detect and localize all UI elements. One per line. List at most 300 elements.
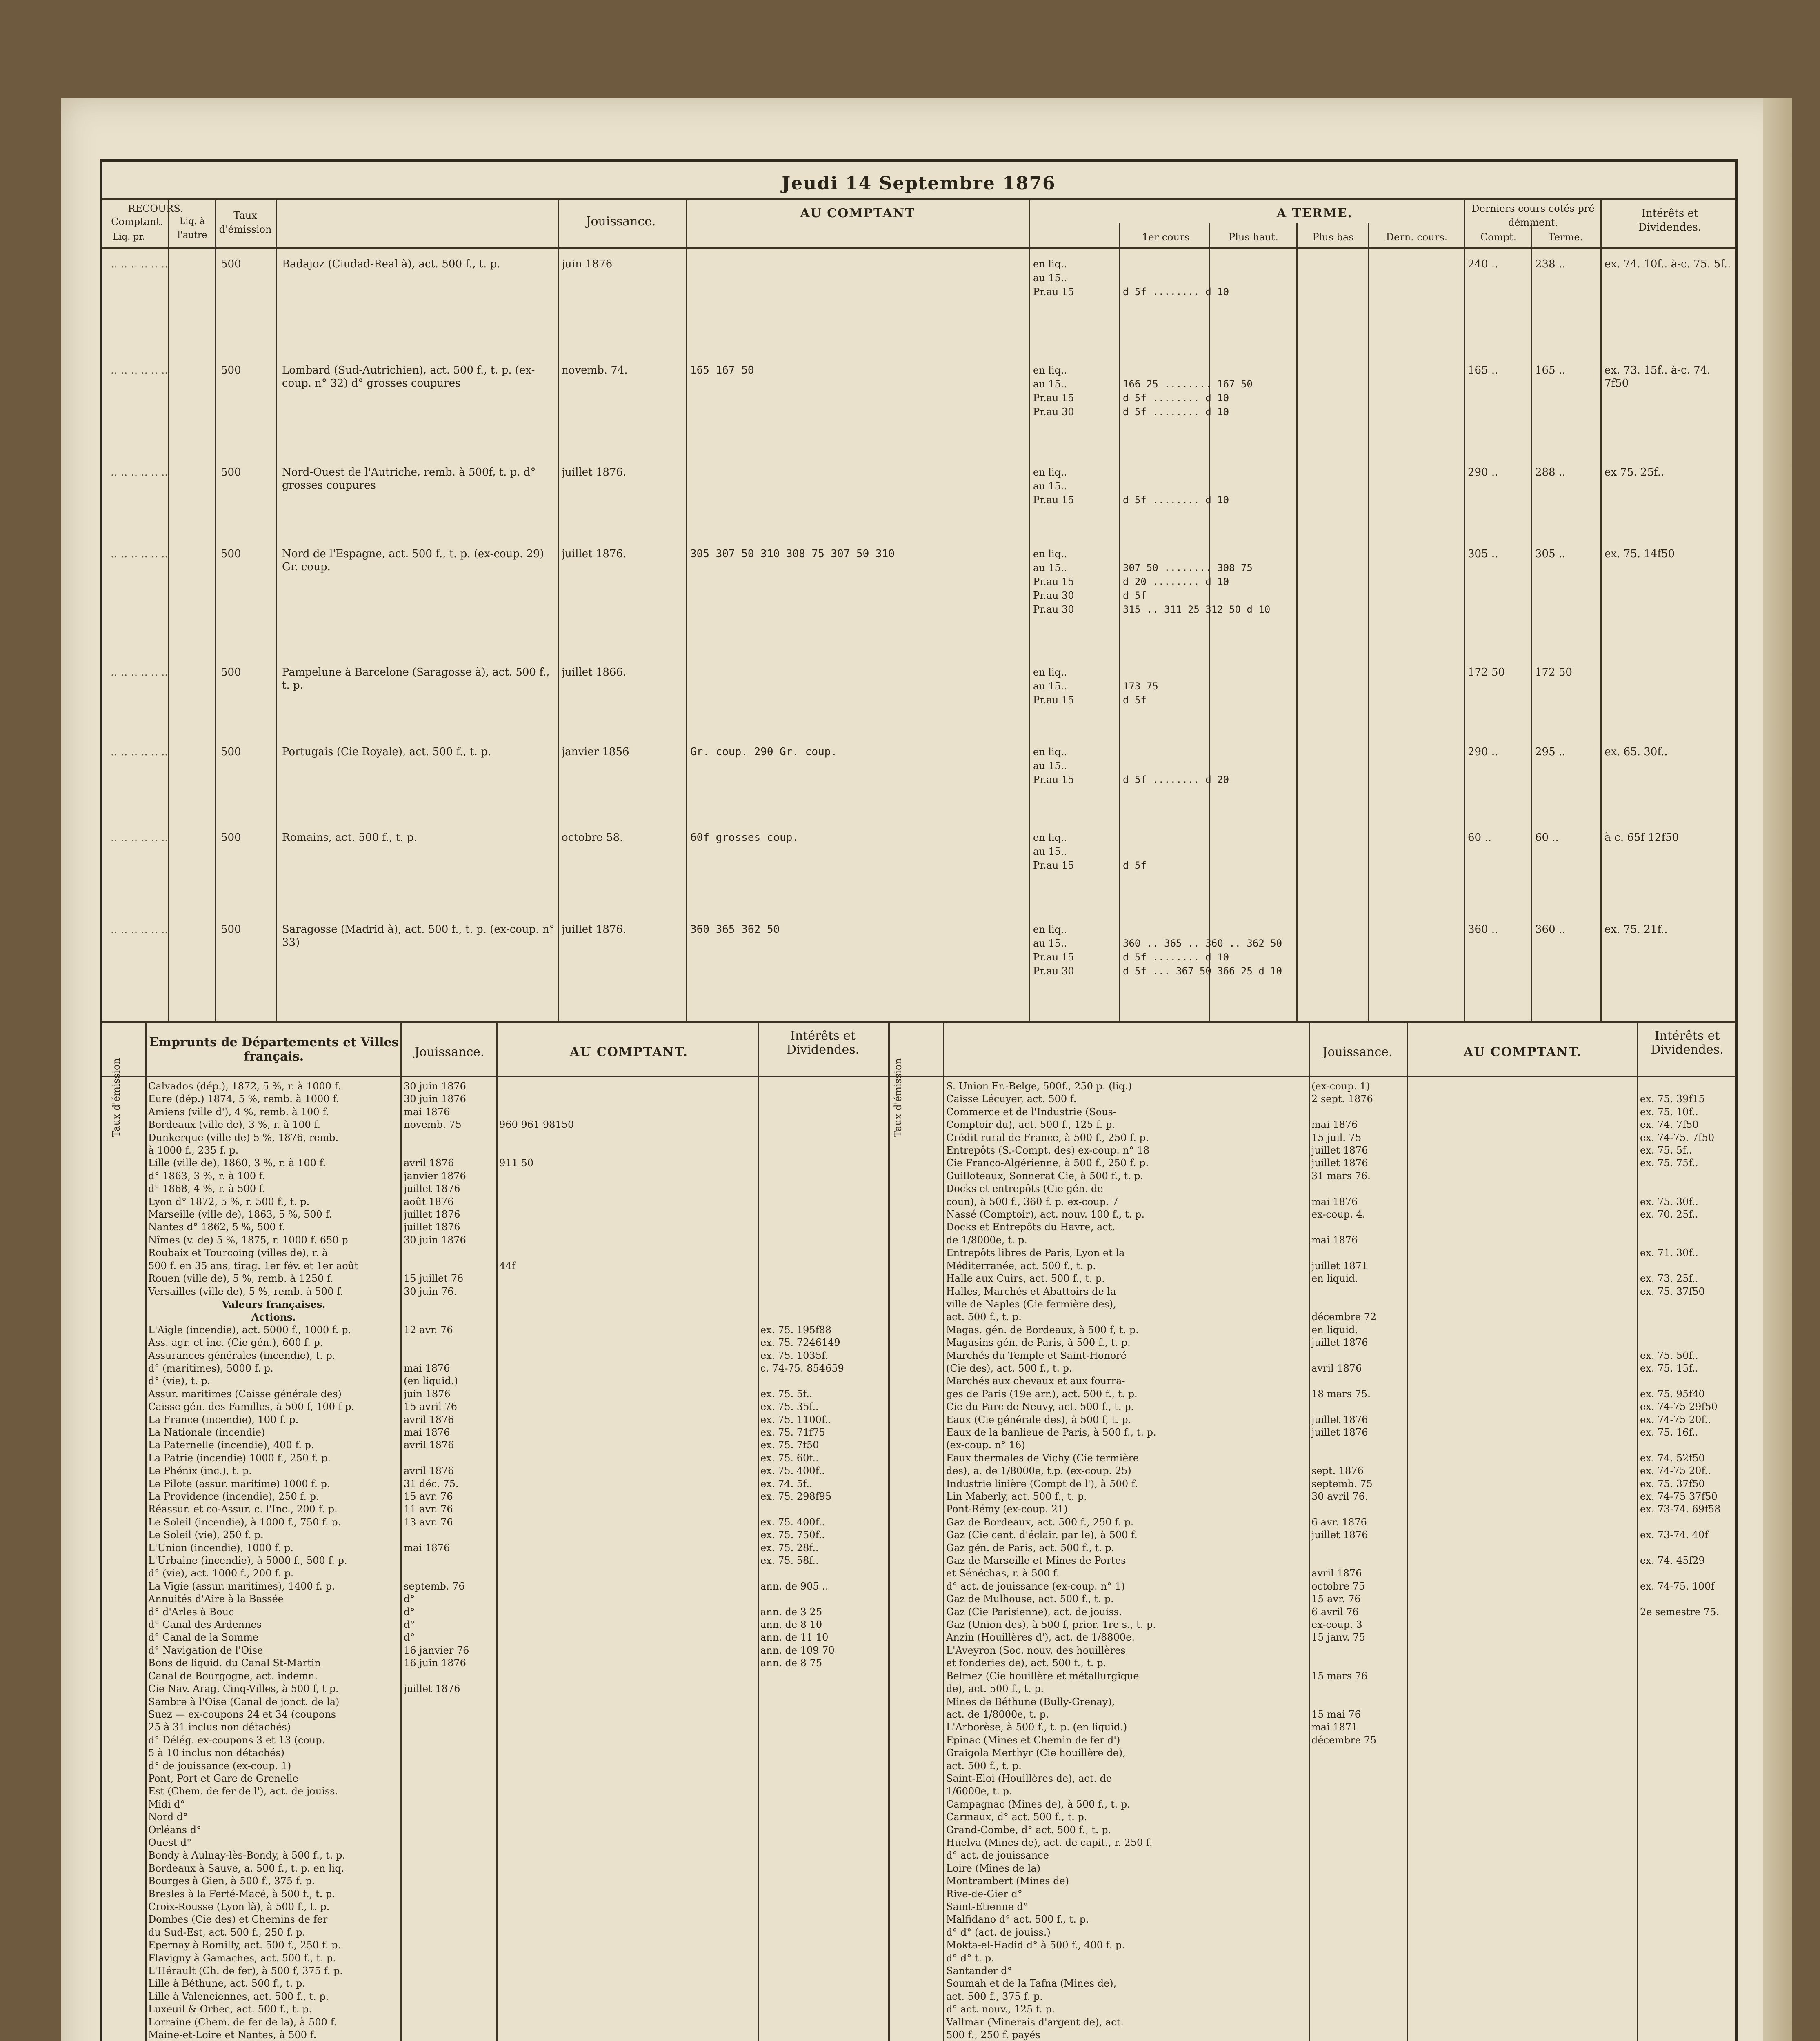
- right-jouissance-cell: [1311, 1439, 1405, 1452]
- right-dividend-cell: ex. 74-75 29f50: [1640, 1401, 1718, 1413]
- rule: [215, 198, 216, 1021]
- right-jouissance-cell: septemb. 75: [1311, 1478, 1373, 1490]
- left-jouissance-cell: 13 avr. 76: [404, 1516, 453, 1528]
- left-dividend-cell: c. 74-75. 854659: [760, 1362, 844, 1374]
- left-dividend-cell: ex. 74. 5f..: [760, 1478, 813, 1490]
- left-comptant-cell: [499, 1657, 756, 1670]
- right-security-line: 1/6000e, t. p.: [946, 1785, 1012, 1797]
- terme-label: Pr.au 30: [1033, 604, 1074, 615]
- rule: [1407, 1021, 1408, 2041]
- left-dividend-cell: ex. 75. 298f95: [760, 1491, 832, 1502]
- row-last-terme: 60 ..: [1535, 832, 1559, 844]
- right-jouissance-cell: juillet 1871: [1311, 1260, 1368, 1272]
- left-jouissance-cell: [404, 1311, 496, 1323]
- left-dividend-cell: ex. 75. 195f88: [760, 1324, 832, 1336]
- terme-label: Pr.au 15: [1033, 952, 1074, 963]
- terme-value: d 5f: [1123, 694, 1147, 706]
- right-jouissance-cell: [1311, 1542, 1405, 1554]
- left-comptant-cell: [499, 1452, 756, 1465]
- left-jouissance-cell: [404, 1696, 496, 1708]
- right-security-line: et fonderies de), act. 500 f., t. p.: [946, 1657, 1107, 1669]
- newspaper-page: [61, 98, 1792, 2041]
- col-plus-haut: Plus haut.: [1229, 231, 1278, 243]
- left-jouissance-cell: mai 1876: [404, 1542, 450, 1554]
- left-security-line: Lille à Valenciennes, act. 500 f., t. p.: [148, 1990, 329, 2002]
- right-jouissance-cell: [1311, 1350, 1405, 1362]
- left-security-line: Bons de liquid. du Canal St-Martin: [148, 1657, 321, 1669]
- rule: [1309, 1021, 1310, 2041]
- left-comptant-cell: [499, 1926, 756, 1939]
- right-jouissance-cell: octobre 75: [1311, 1580, 1365, 1592]
- col-comptant: Comptant.: [111, 216, 163, 227]
- right-jouissance-cell: 15 janv. 75: [1311, 1632, 1365, 1643]
- right-security-line: de), act. 500 f., t. p.: [946, 1683, 1044, 1695]
- left-jouissance-list: [404, 1080, 496, 2041]
- left-comptant-cell: [499, 1311, 756, 1323]
- left-security-line: Caisse gén. des Familles, à 500 f, 100 f p.: [148, 1401, 355, 1413]
- right-security-line: Halles, Marchés et Abattoirs de la: [946, 1285, 1116, 1297]
- left-comptant-cell: [499, 1234, 756, 1247]
- left-dividend-cell: ex. 75. 28f..: [760, 1542, 819, 1554]
- right-security-line: Gaz de Marseille et Mines de Portes: [946, 1555, 1126, 1567]
- row-taux: 500: [221, 364, 241, 376]
- left-jouissance-cell: [404, 1529, 496, 1541]
- row-comptant-prices: Gr. coup. 290 Gr. coup.: [690, 746, 838, 758]
- left-security-line: Croix-Rousse (Lyon là), à 500 f., t. p.: [148, 1901, 330, 1912]
- left-comptant-cell: [499, 1503, 756, 1516]
- right-security-line: Grand-Combe, d° act. 500 f., t. p.: [946, 1824, 1111, 1836]
- left-jouissance-cell: juillet 1876: [404, 1183, 460, 1195]
- row-security-name: Lombard (Sud-Autrichien), act. 500 f., t. p. (ex-coup. n° 32) d° grosses coupures: [282, 364, 535, 389]
- right-security-line: act. de 1/8000e, t. p.: [946, 1708, 1049, 1720]
- left-security-line: du Sud-Est, act. 500 f., 250 f. p.: [148, 1926, 306, 1938]
- left-security-line: d° (vie), t. p.: [148, 1375, 211, 1387]
- left-comptant-cell: [499, 1785, 756, 1798]
- left-dividend-cell: ann. de 8 75: [760, 1657, 822, 1669]
- left-comptant-cell: [499, 1144, 756, 1157]
- right-dividend-cell: ex. 75. 50f..: [1640, 1350, 1698, 1361]
- left-security-line: Rouen (ville de), 5 %, remb. à 1250 f.: [148, 1273, 333, 1285]
- right-security-line: Anzin (Houillères d'), act. de 1/8800e.: [946, 1632, 1135, 1643]
- recours-dots: .. .. .. .. .. ..: [111, 832, 168, 844]
- right-securities-list: [946, 1080, 1307, 2041]
- right-jouissance-cell: 30 avril 76.: [1311, 1491, 1368, 1502]
- left-jouissance-cell: juillet 1876: [404, 1683, 460, 1695]
- left-dividend-cell: ex. 75. 60f..: [760, 1452, 819, 1464]
- left-comptant-cell: [499, 1580, 756, 1593]
- left-jouissance-cell: 15 avril 76: [404, 1401, 458, 1413]
- col-a-terme: A TERME.: [1276, 206, 1353, 220]
- right-dividend-cell: [1640, 1170, 1734, 1183]
- left-jouissance-cell: avril 1876: [404, 1465, 454, 1477]
- terme-label: en liq..: [1033, 365, 1067, 376]
- recours-dots: .. .. .. .. .. ..: [111, 466, 168, 478]
- right-jouissance-cell: avril 1876: [1311, 1567, 1362, 1579]
- right-security-line: d° act. de jouissance: [946, 1850, 1049, 1861]
- row-last-terme: 172 50: [1535, 666, 1572, 678]
- right-dividend-cell: ex. 75. 10f..: [1640, 1106, 1698, 1118]
- terme-value: 307 50 ........ 308 75: [1123, 562, 1253, 574]
- right-dividend-list: [1640, 1080, 1734, 2041]
- right-jouissance-cell: en liquid.: [1311, 1273, 1358, 1285]
- row-comptant-prices: 305 307 50 310 308 75 307 50 310: [690, 548, 895, 560]
- left-comptant-cell: [499, 1426, 756, 1439]
- left-jouissance-cell: août 1876: [404, 1196, 454, 1207]
- right-security-line: Rive-de-Gier d°: [946, 1888, 1022, 1900]
- right-dividend-cell: [1640, 1234, 1734, 1247]
- left-jouissance-cell: [404, 1567, 496, 1580]
- right-security-line: act. 500 f., t. p.: [946, 1760, 1022, 1772]
- left-dividend-list: [760, 1080, 887, 2041]
- right-jouissance-cell: décembre 75: [1311, 1734, 1377, 1746]
- right-dividend-cell: [1640, 1375, 1734, 1387]
- row-last-terme: 238 ..: [1535, 258, 1566, 270]
- row-last-compt: 290 ..: [1468, 466, 1498, 478]
- right-security-line: Industrie linière (Compt de l'), à 500 f.: [946, 1478, 1138, 1490]
- left-security-line: Assurances générales (incendie), t. p.: [148, 1350, 336, 1361]
- right-security-line: L'Arborèse, à 500 f., t. p. (en liquid.): [946, 1721, 1127, 1733]
- left-comptant-cell: [499, 1939, 756, 1952]
- left-col-jouissance: Jouissance.: [414, 1045, 484, 1059]
- terme-value: d 5f: [1123, 590, 1147, 601]
- left-security-line: L'Aigle (incendie), act. 5000 f., 1000 f. p.: [148, 1324, 351, 1336]
- left-dividend-cell: ex. 75. 400f..: [760, 1465, 825, 1477]
- right-security-line: Saint-Etienne d°: [946, 1901, 1028, 1912]
- right-security-line: Carmaux, d° act. 500 f., t. p.: [946, 1811, 1087, 1823]
- rule: [1637, 1021, 1638, 2041]
- right-security-line: 500 f., 250 f. payés: [946, 2029, 1040, 2041]
- left-security-line: Cie Nav. Arag. Cinq-Villes, à 500 f, t p.: [148, 1683, 339, 1695]
- right-jouissance-cell: mai 1876: [1311, 1119, 1358, 1131]
- row-security-name: Pampelune à Barcelone (Saragosse à), act. 500 f., t. p.: [282, 666, 550, 691]
- left-security-line: d° 1863, 3 %, r. à 100 f.: [148, 1170, 266, 1182]
- right-security-line: S. Union Fr.-Belge, 500f., 250 p. (liq.): [946, 1081, 1132, 1092]
- right-jouissance-cell: [1311, 1503, 1405, 1516]
- right-dividend-cell: ex. 75. 15f..: [1640, 1362, 1698, 1374]
- left-dividend-cell: [760, 1144, 887, 1157]
- left-comptant-cell: [499, 1414, 756, 1426]
- left-security-line: L'Union (incendie), 1000 f. p.: [148, 1542, 293, 1554]
- right-jouissance-cell: décembre 72: [1311, 1311, 1377, 1323]
- right-security-line: Soumah et de la Tafna (Mines de),: [946, 1978, 1117, 1990]
- right-security-line: Santander d°: [946, 1965, 1012, 1977]
- left-comptant-cell: [499, 1516, 756, 1529]
- left-comptant-cell: [499, 1324, 756, 1336]
- left-security-line: La Patrie (incendie) 1000 f., 250 f. p.: [148, 1452, 331, 1464]
- right-security-line: Crédit rural de France, à 500 f., 250 f. p.: [946, 1132, 1149, 1143]
- rule: [888, 1021, 890, 2041]
- rule: [1029, 198, 1030, 1021]
- right-security-line: ville de Naples (Cie fermière des),: [946, 1298, 1116, 1310]
- right-jouissance-list: [1311, 1080, 1405, 2041]
- col-jouissance: Jouissance.: [586, 214, 656, 229]
- rule: [1296, 223, 1298, 1021]
- left-comptant-cell: [499, 1388, 756, 1401]
- row-dividends: à-c. 65f 12f50: [1604, 832, 1679, 844]
- left-security-line: Dunkerque (ville de) 5 %, 1876, remb.: [148, 1132, 339, 1143]
- left-dividend-cell: [760, 1080, 887, 1093]
- right-security-line: Pont-Rémy (ex-coup. 21): [946, 1503, 1068, 1515]
- row-taux: 500: [221, 666, 241, 678]
- right-dividend-cell: [1640, 1336, 1734, 1349]
- left-jouissance-cell: 30 juin 76.: [404, 1285, 457, 1297]
- left-dividend-cell: [760, 1170, 887, 1183]
- row-security-name: Saragosse (Madrid à), act. 500 f., t. p. (ex-coup. n° 33): [282, 923, 555, 949]
- right-security-line: Gaz de Mulhouse, act. 500 f., t. p.: [946, 1593, 1114, 1605]
- right-dividend-cell: ex. 71. 30f..: [1640, 1247, 1698, 1259]
- row-dividends: ex. 75. 14f50: [1604, 548, 1675, 560]
- right-dividend-cell: [1640, 1542, 1734, 1554]
- right-dividend-cell: [1640, 1567, 1734, 1580]
- right-security-line: Gaz (Union des), à 500 f, prior. 1re s., t. p.: [946, 1619, 1156, 1631]
- left-security-line: 25 à 31 inclus non détachés): [148, 1721, 291, 1733]
- right-dividend-cell: ex. 74. 45f29: [1640, 1555, 1705, 1567]
- row-last-compt: 305 ..: [1468, 548, 1498, 560]
- row-last-terme: 165 ..: [1535, 364, 1566, 376]
- left-comptant-cell: [499, 1862, 756, 1875]
- left-dividend-cell: [760, 1157, 887, 1169]
- left-security-line: Bourges à Gien, à 500 f., 375 f. p.: [148, 1875, 315, 1887]
- right-dividend-cell: [1640, 1439, 1734, 1452]
- right-security-line: coun), à 500 f., 360 f. p. ex-coup. 7: [946, 1196, 1118, 1207]
- left-comptant-cell: [499, 1644, 756, 1657]
- right-security-line: Commerce et de l'Industrie (Sous-: [946, 1106, 1117, 1118]
- left-security-line: d° de jouissance (ex-coup. 1): [148, 1760, 291, 1772]
- terme-label: Pr.au 30: [1033, 590, 1074, 601]
- row-jouissance: juillet 1876.: [562, 548, 627, 560]
- right-dividend-cell: ex. 75. 5f..: [1640, 1145, 1692, 1156]
- row-comptant-prices: 360 365 362 50: [690, 923, 780, 936]
- left-jouissance-cell: septemb. 76: [404, 1580, 465, 1592]
- left-security-line: d° (vie), act. 1000 f., 200 f. p.: [148, 1567, 294, 1579]
- left-dividend-cell: ann. de 905 ..: [760, 1580, 829, 1592]
- right-security-line: Méditerranée, act. 500 f., t. p.: [946, 1260, 1096, 1272]
- left-jouissance-cell: 15 avr. 76: [404, 1491, 453, 1502]
- right-security-line: d° act. nouv., 125 f. p.: [946, 2003, 1055, 2015]
- recours-dots: .. .. .. .. .. ..: [111, 364, 168, 376]
- right-dividend-cell: [1640, 1183, 1734, 1195]
- left-comptant-cell: [499, 1734, 756, 1747]
- left-comptant-cell: [499, 1336, 756, 1349]
- left-jouissance-cell: [404, 1132, 496, 1144]
- left-dividend-cell: ex. 75. 750f..: [760, 1529, 825, 1541]
- right-dividend-cell: [1640, 1516, 1734, 1529]
- left-security-line: Bondy à Aulnay-lès-Bondy, à 500 f., t. p.: [148, 1850, 345, 1861]
- row-dividends: ex. 73. 15f.. à-c. 74. 7f50: [1604, 364, 1711, 389]
- left-security-line: Versailles (ville de), 5 %, remb. à 500 f.: [148, 1285, 343, 1297]
- right-security-line: ges de Paris (19e arr.), act. 500 f., t. p.: [946, 1388, 1138, 1400]
- right-jouissance-cell: [1311, 1401, 1405, 1413]
- right-dividend-cell: ex. 74-75. 100f: [1640, 1580, 1715, 1592]
- terme-value: 166 25 ........ 167 50: [1123, 378, 1253, 390]
- left-security-line: Dombes (Cie des) et Chemins de fer: [148, 1914, 328, 1925]
- right-security-line: Montrambert (Mines de): [946, 1875, 1069, 1887]
- left-security-line: Lille à Béthune, act. 500 f., t. p.: [148, 1978, 305, 1990]
- right-jouissance-cell: [1311, 1785, 1405, 1798]
- left-comptant-cell: [499, 1080, 756, 1093]
- terme-value: d 5f ........ d 20: [1123, 774, 1229, 785]
- left-comptant-cell: [499, 1170, 756, 1183]
- right-jouissance-cell: [1311, 1247, 1405, 1259]
- left-dividend-cell: ex. 75. 71f75: [760, 1426, 825, 1438]
- right-security-line: (Cie des), act. 500 f., t. p.: [946, 1362, 1072, 1374]
- right-security-line: Saint-Eloi (Houillères de), act. de: [946, 1772, 1112, 1784]
- left-comptant-cell: 44f: [499, 1260, 516, 1272]
- rule: [276, 198, 277, 1021]
- terme-label: Pr.au 15: [1033, 392, 1074, 404]
- left-jouissance-cell: 31 déc. 75.: [404, 1478, 459, 1490]
- left-comptant-cell: [499, 1490, 756, 1503]
- left-security-line: 5 à 10 inclus non détachés): [148, 1747, 284, 1759]
- terme-label: au 15..: [1033, 480, 1067, 492]
- row-last-compt: 360 ..: [1468, 923, 1498, 936]
- rule: [1600, 198, 1602, 1021]
- terme-label: au 15..: [1033, 680, 1067, 692]
- right-jouissance-cell: avril 1876: [1311, 1362, 1362, 1374]
- left-jouissance-cell: avril 1876: [404, 1414, 454, 1425]
- left-comptant-cell: [499, 1375, 756, 1387]
- left-dividend-cell: [760, 1132, 887, 1144]
- page-spine-shadow: [1763, 98, 1792, 2041]
- left-jouissance-cell: 16 janvier 76: [404, 1644, 469, 1656]
- col-terme: Terme.: [1548, 231, 1583, 243]
- left-comptant-cell: [499, 1798, 756, 1811]
- left-security-line: Luxeuil & Orbec, act. 500 f., t. p.: [148, 2003, 312, 2015]
- right-security-line: Gaz (Cie cent. d'éclair. par le), à 500 f.: [946, 1529, 1138, 1541]
- terme-value: 360 .. 365 .. 360 .. 362 50: [1123, 938, 1282, 949]
- right-jouissance-cell: mai 1876: [1311, 1196, 1358, 1207]
- row-last-compt: 60 ..: [1468, 832, 1491, 844]
- left-security-line: Bordeaux (ville de), 3 %, r. à 100 f.: [148, 1119, 321, 1131]
- left-security-line: La France (incendie), 100 f. p.: [148, 1414, 299, 1425]
- rule: [943, 1021, 944, 2041]
- right-security-line: Eaux (Cie générale des), à 500 f, t. p.: [946, 1414, 1131, 1425]
- right-jouissance-cell: [1311, 1772, 1405, 1785]
- right-security-line: Eaux de la banlieue de Paris, à 500 f., t. p.: [946, 1426, 1156, 1438]
- right-jouissance-cell: 31 mars 76.: [1311, 1170, 1371, 1182]
- left-security-line: Epernay à Romilly, act. 500 f., 250 f. p.: [148, 1939, 341, 1951]
- row-jouissance: juillet 1866.: [562, 666, 627, 678]
- terme-label: au 15..: [1033, 272, 1067, 284]
- terme-label: Pr.au 15: [1033, 576, 1074, 587]
- right-security-line: Lin Maberly, act. 500 f., t. p.: [946, 1491, 1087, 1502]
- right-security-line: Comptoir du), act. 500 f., 125 f. p.: [946, 1119, 1115, 1131]
- row-security-name: Nord de l'Espagne, act. 500 f., t. p. (ex-coup. 29) Gr. coup.: [282, 548, 544, 573]
- terme-label: au 15..: [1033, 378, 1067, 390]
- left-jouissance-cell: 30 juin 1876: [404, 1093, 466, 1105]
- left-dividend-cell: [760, 1221, 887, 1234]
- right-security-line: Belmez (Cie houillère et métallurgique: [946, 1670, 1139, 1682]
- right-col-au-comptant: AU COMPTANT.: [1464, 1045, 1582, 1059]
- right-security-line: Gaz de Bordeaux, act. 500 f., 250 f. p.: [946, 1516, 1134, 1528]
- left-dividend-cell: [760, 1247, 887, 1259]
- left-jouissance-cell: d°: [404, 1606, 415, 1618]
- row-last-terme: 288 ..: [1535, 466, 1566, 478]
- right-security-line: Loire (Mines de la): [946, 1862, 1041, 1874]
- left-comptant-cell: [499, 1811, 756, 1823]
- right-col-taux: Taux d'émission: [892, 1058, 904, 1137]
- row-taux: 500: [221, 832, 241, 844]
- rule: [102, 1076, 1735, 1077]
- recours-dots: .. .. .. .. .. ..: [111, 746, 168, 758]
- right-security-line: Gaz gén. de Paris, act. 500 f., t. p.: [946, 1542, 1115, 1554]
- left-comptant-cell: [499, 1670, 756, 1683]
- row-last-compt: 290 ..: [1468, 746, 1498, 758]
- left-subtitle-actions: Actions.: [251, 1311, 296, 1323]
- left-dividend-cell: [760, 1298, 887, 1311]
- left-comptant-cell: [499, 1183, 756, 1195]
- left-comptant-cell: [499, 1196, 756, 1208]
- left-jouissance-cell: 12 avr. 76: [404, 1324, 453, 1336]
- right-jouissance-cell: ex-coup. 3: [1311, 1619, 1362, 1631]
- right-dividend-cell: ex. 74-75. 7f50: [1640, 1132, 1715, 1143]
- row-comptant-prices: 60f grosses coup.: [690, 832, 799, 844]
- right-security-line: Marchés aux chevaux et aux fourra-: [946, 1375, 1125, 1387]
- left-dividend-cell: ex. 75. 5f..: [760, 1388, 813, 1400]
- left-comptant-cell: [499, 1439, 756, 1452]
- left-dividend-cell: ex. 75. 400f..: [760, 1516, 825, 1528]
- right-security-line: d° d° (act. de jouiss.): [946, 1926, 1051, 1938]
- left-comptant-cell: [499, 1888, 756, 1901]
- left-security-line: 500 f. en 35 ans, tirag. 1er fév. et 1er août: [148, 1260, 358, 1272]
- left-security-line: Midi d°: [148, 1798, 185, 1810]
- right-dividend-cell: ex. 75. 37f50: [1640, 1285, 1705, 1297]
- left-comptant-cell: [499, 1772, 756, 1785]
- right-security-line: des), a. de 1/8000e, t.p. (ex-coup. 25): [946, 1465, 1131, 1477]
- left-security-line: d° Canal de la Somme: [148, 1632, 259, 1643]
- rule: [758, 1021, 759, 2041]
- right-jouissance-cell: mai 1876: [1311, 1234, 1358, 1246]
- left-jouissance-cell: mai 1876: [404, 1362, 450, 1374]
- row-comptant-prices: 165 167 50: [690, 364, 754, 376]
- left-jouissance-cell: juillet 1876: [404, 1221, 460, 1233]
- left-dividend-cell: [760, 1208, 887, 1221]
- left-comptant-cell: [499, 1285, 756, 1298]
- col-liq-pr: Liq. pr.: [113, 232, 145, 242]
- row-taux: 500: [221, 466, 241, 478]
- terme-value: d 5f ... 367 50 366 25 d 10: [1123, 965, 1282, 977]
- left-security-line: L'Urbaine (incendie), à 5000 f., 500 f. p.: [148, 1555, 347, 1567]
- right-dividend-cell: ex. 75. 75f..: [1640, 1157, 1698, 1169]
- left-security-line: Eure (dép.) 1874, 5 %, remb. à 1000 f.: [148, 1093, 339, 1105]
- left-jouissance-cell: juillet 1876: [404, 1209, 460, 1221]
- stock-table-frame: [100, 159, 1738, 2041]
- terme-value: d 20 ........ d 10: [1123, 576, 1229, 587]
- recours-dots: .. .. .. .. .. ..: [111, 923, 168, 936]
- left-security-line: La Paternelle (incendie), 400 f. p.: [148, 1439, 314, 1451]
- left-security-line: d° Navigation de l'Oise: [148, 1644, 263, 1656]
- left-comptant-cell: [499, 1606, 756, 1619]
- rule: [1209, 223, 1210, 1021]
- left-dividend-cell: ex. 75. 1100f..: [760, 1414, 831, 1425]
- col-liq-autre: Liq. à l'autre: [177, 216, 207, 240]
- right-dividend-cell: ex. 75. 39f15: [1640, 1093, 1705, 1105]
- left-comptant-cell: [499, 1208, 756, 1221]
- left-comptant-cell: [499, 1542, 756, 1554]
- right-dividend-cell: ex. 74. 7f50: [1640, 1119, 1699, 1131]
- right-dividend-cell: [1640, 1324, 1734, 1336]
- right-security-line: Graigola Merthyr (Cie houillère de),: [946, 1747, 1126, 1759]
- left-security-line: Ass. agr. et inc. (Cie gén.), 600 f. p.: [148, 1337, 323, 1349]
- right-jouissance-cell: [1311, 1298, 1405, 1311]
- left-comptant-cell: [499, 1721, 756, 1734]
- left-jouissance-cell: [404, 1350, 496, 1362]
- right-security-line: Nassé (Comptoir), act. nouv. 100 f., t. p.: [946, 1209, 1145, 1221]
- rule: [1531, 223, 1532, 1021]
- right-security-line: Entrepôts (S.-Compt. des) ex-coup. n° 18: [946, 1145, 1150, 1156]
- left-dividend-cell: ann. de 109 70: [760, 1644, 835, 1656]
- left-security-line: Calvados (dép.), 1872, 5 %, r. à 1000 f.: [148, 1081, 341, 1092]
